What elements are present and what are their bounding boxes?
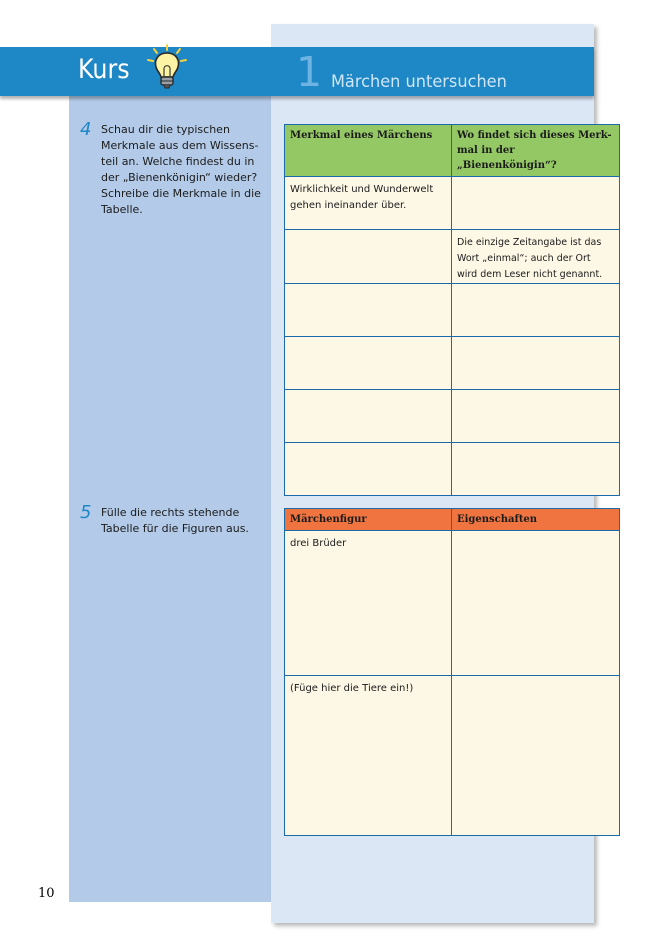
table-row (285, 443, 620, 496)
instruction-line: Schreibe die Merkmale in die (101, 187, 261, 200)
column-header: Wo findet sich dieses Merk- mal in der „Bienenkönigin“? (452, 125, 620, 177)
lightbulb-icon (145, 43, 189, 91)
instruction-line: Fülle die rechts stehende (101, 506, 240, 519)
course-label: Kurs (78, 54, 130, 85)
table-row (285, 337, 620, 390)
column-header: Merkmal eines Märchens (285, 125, 452, 177)
table-row (285, 390, 620, 443)
instruction-line: Tabelle für die Figuren aus. (101, 522, 249, 535)
table-cell[interactable] (452, 443, 620, 496)
fairytale-features-table (284, 124, 620, 496)
table-cell[interactable] (285, 337, 452, 390)
table-header-row (285, 509, 620, 531)
task-instruction (101, 122, 261, 218)
table-cell[interactable] (285, 443, 452, 496)
characters-table (284, 508, 620, 836)
column-header: Eigenschaften (452, 509, 620, 531)
table-cell[interactable] (452, 337, 620, 390)
task-instruction (101, 505, 261, 537)
table-cell[interactable]: Wirklichkeit und Wunderwelt gehen ineinander über. (285, 177, 452, 230)
instruction-line: der „Bienenkönigin“ wieder? (101, 171, 258, 184)
instruction-line: Merkmale aus dem Wissens- (101, 139, 259, 152)
table-row (285, 177, 620, 230)
table-row (285, 676, 620, 836)
task-number: 5 (80, 502, 92, 523)
table-cell[interactable] (452, 284, 620, 337)
task-number: 4 (80, 119, 92, 140)
chapter-title: Märchen untersuchen (331, 72, 507, 92)
table-header-row (285, 125, 620, 177)
table-row (285, 531, 620, 676)
table-cell[interactable] (452, 531, 620, 676)
chapter-number: 1 (296, 48, 323, 96)
table-cell[interactable]: Die einzige Zeitangabe ist das Wort „einmal“; auch der Ort wird dem Leser nicht genannt. (452, 230, 620, 284)
table-row (285, 230, 620, 284)
instruction-line: Schau dir die typischen (101, 123, 230, 136)
table-cell[interactable] (285, 230, 452, 284)
table-cell[interactable] (452, 390, 620, 443)
instruction-line: Tabelle. (101, 203, 143, 216)
table-cell[interactable]: drei Brüder (285, 531, 452, 676)
table-cell[interactable] (452, 676, 620, 836)
table-cell[interactable] (452, 177, 620, 230)
instruction-line: teil an. Welche findest du in (101, 155, 255, 168)
table-cell[interactable] (285, 284, 452, 337)
table-row (285, 284, 620, 337)
table-cell[interactable]: (Füge hier die Tiere ein!) (285, 676, 452, 836)
table-cell[interactable] (285, 390, 452, 443)
column-header: Märchenfigur (285, 509, 452, 531)
page-number: 10 (38, 886, 55, 901)
